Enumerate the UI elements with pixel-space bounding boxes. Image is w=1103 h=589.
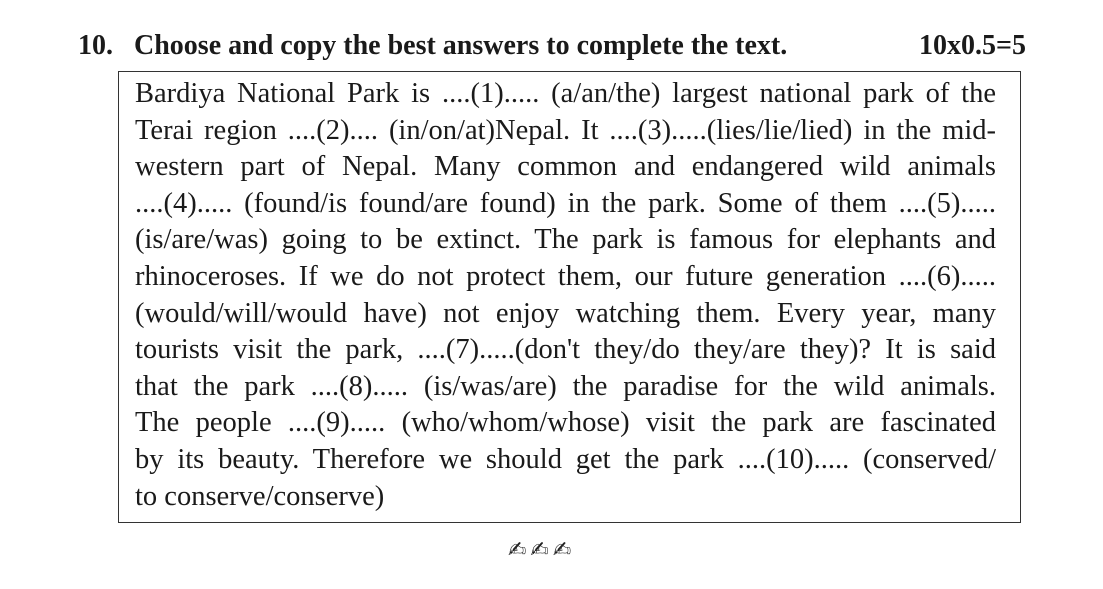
passage-box [118,71,1021,523]
passage-line-4: ....(4)..... (found/is found/are found) in the park. Some of them ....(5)..... [135,187,996,219]
passage-line-10: The people ....(9)..... (who/whom/whose) visit the park are fascinated [135,407,996,439]
passage-line-11: by its beauty. Therefore we should get the park ....(10)..... (conserved/ [135,443,996,475]
passage-line-6: rhinoceroses. If we do not protect them, our future generation ....(6)..... [135,260,996,292]
passage-line-8: tourists visit the park, ....(7).....(don't they/do they/are they)? It is said [135,334,996,366]
passage-line-9: that the park ....(8)..... (is/was/are) the paradise for the wild animals. [135,370,996,402]
passage-line-5: (is/are/was) going to be extinct. The park is famous for elephants and [135,224,996,256]
question-number: 10. [78,30,113,61]
passage-line-3: western part of Nepal. Many common and endangered wild animals [135,151,996,183]
passage-line-1: Bardiya National Park is ....(1)..... (a/an/the) largest national park of the [135,78,996,109]
question-instruction: Choose and copy the best answers to complete the text. [134,30,788,61]
passage-line-2: Terai region ....(2).... (in/on/at)Nepal. It ....(3).....(lies/lie/lied) in the mid- [135,114,996,146]
writing-hand-icons: ✍✍✍ [508,538,576,563]
passage-line-12: to conserve/conserve) [135,480,385,512]
passage-line-7: (would/will/would have) not enjoy watching them. Every year, many [135,297,996,329]
question-marks: 10x0.5=5 [919,30,1026,61]
question-header [78,26,1026,66]
